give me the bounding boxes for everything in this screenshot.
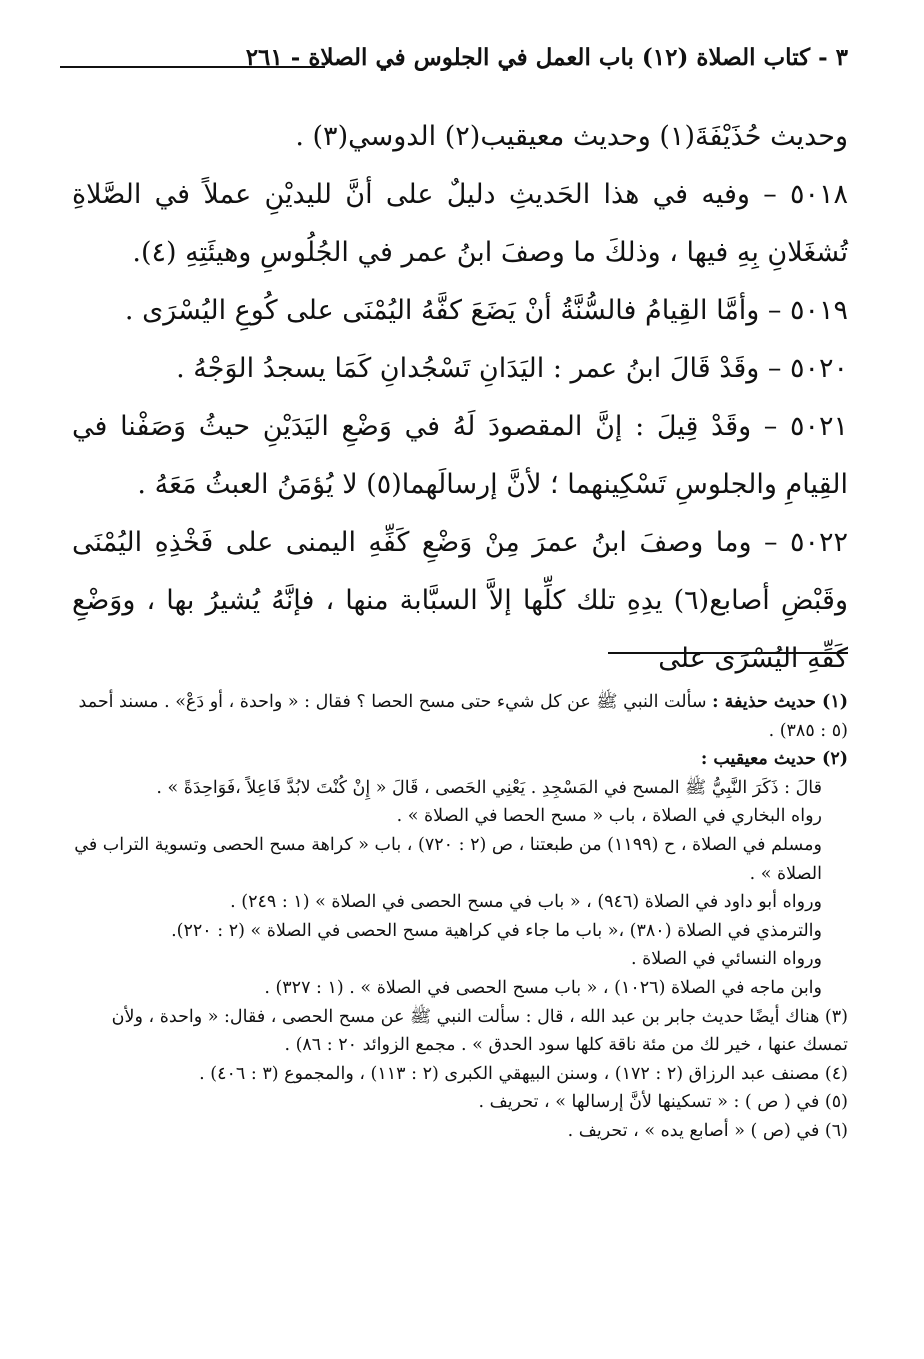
footnote-2-line: والترمذي في الصلاة (٣٨٠) ،« باب ما جاء في كراهية مسح الحصى في الصلاة » (٢ : ٢٢٠). [171,920,822,941]
footnote-2-line: ورواه النسائي في الصلاة . [630,949,822,970]
paragraph-5018: ٥٠١٨ – وفيه في هذا الحَديثِ دليلٌ على أنَّ لليديْنِ عملاً في الصَّلاةِ تُشغَلانِ بِهِ فيها ، وذلكَ ما وصفَ ابنُ عمر في الجُلُوسِ وهيئَتِهِ (٤). [72,179,848,268]
footnote-1 [72,688,848,745]
footnote-6: (٦) في (ص ) « أصابع يده » ، تحريف . [567,1120,848,1141]
paragraph-5020: ٥٠٢٠ – وقَدْ قَالَ ابنُ عمر : اليَدَانِ تَسْجُدانِ كَمَا يسجدُ الوَجْهُ . [176,353,848,384]
footnote-2-line: ورواه أبو داود في الصلاة (٩٤٦) ، « باب في مسح الحصى في الصلاة » (١ : ٢٤٩) . [230,892,822,913]
footnote-4: (٤) مصنف عبد الرزاق (٢ : ١٧٢) ، وسنن البيهقي الكبرى (٢ : ١١٣) ، والمجموع (٣ : ٤٠٦) . [199,1063,848,1084]
footnote-2-line: قالَ : ذَكَرَ النَّبِيُّ ﷺ المسح في المَسْجِدِ . يَعْنِي الحَصى ، قَالَ « إِنْ كُنْتَ لابُدَّ فَاعِلاً ،فَوَاحِدَةً » . [156,777,822,798]
paragraph-5019: ٥٠١٩ – وأمَّا القِيامُ فالسُّنَّةُ أنْ يَضَعَ كفَّهُ اليُمْنَى على كُوعِ اليُسْرَى . [124,295,848,326]
footnote-5: (٥) في ( ص ) : « تسكينها لأنَّ إرسالها » ، تحريف . [478,1092,848,1113]
main-text [72,108,848,688]
footnotes [72,688,848,1146]
page-header [60,44,848,84]
footnote-separator [608,652,848,654]
footnote-1-label: (١) حديث حذيفة : [712,692,848,712]
footnote-2-label: (٢) حديث معيقيب : [700,749,848,770]
running-title: ٣ - كتاب الصلاة (١٢) باب العمل في الجلوس في الصلاة - ٢٦١ [245,44,848,71]
paragraph: وحديث حُذَيْفَةَ(١) وحديث معيقيب(٢) الدوسي(٣) . [295,121,848,152]
footnote-1-text: سألت النبي ﷺ عن كل شيء حتى مسح الحصا ؟ فقال : « واحدة ، أو دَعْ» . مسند أحمد (٥ : ٣٨٥) . [78,692,848,741]
paragraph-5022: ٥٠٢٢ – وما وصفَ ابنُ عمرَ مِنْ وَضْعِ كَفِّهِ اليمنى على فَخْذِهِ اليُمْنَى وقَبْضِ أصابع(٦) يدِهِ تلك كلِّها إلاَّ السبَّابة منها ، فإنَّهُ يُشيرُ بها ، ووَضْعِ كَفِّهِ اليُسْرَى على [72,527,848,674]
footnote-2-line: رواه البخاري في الصلاة ، باب « مسح الحصا في الصلاة » . [396,806,822,827]
footnote-2-line: ومسلم في الصلاة ، ح (١١٩٩) من طبعتنا ، ص (٢ : ٧٢٠) ، باب « كراهة مسح الحصى وتسوية التراب في الصلاة » . [74,834,822,884]
header-rule [60,66,325,68]
footnote-2-line: وابن ماجه في الصلاة (١٠٢٦) ، « باب مسح الحصى في الصلاة » . (١ : ٣٢٧) . [264,977,822,998]
footnote-3: (٣) هناك أيضًا حديث جابر بن عبد الله ، قال : سألت النبي ﷺ عن مسح الحصى ، فقال: « واحدة ، ولأن تمسك عنها ، خير لك من مئة ناقة كلها سود الحدق » . مجمع الزوائد ٢٠ : ٨٦) . [111,1006,848,1056]
paragraph-5021: ٥٠٢١ – وقَدْ قِيلَ : إنَّ المقصودَ لَهُ في وَضْعِ اليَدَيْنِ حيثُ وَصَفْنا في القِيامِ والجلوسِ تَسْكِينهما ؛ لأنَّ إرسالَهما(٥) لا يُؤمَنُ العبثُ مَعَهُ . [72,411,848,500]
